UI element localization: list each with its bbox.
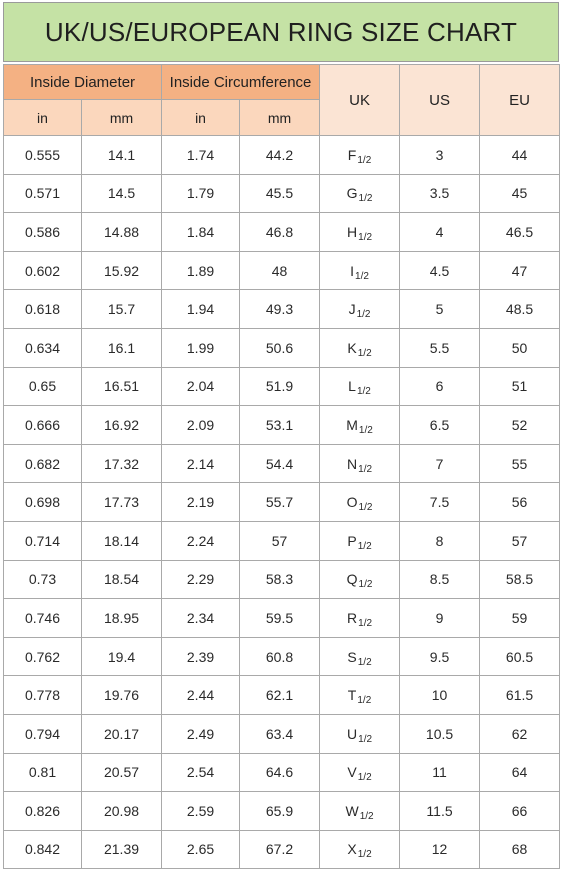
table-row [4, 406, 560, 445]
cell-circumference-in: 2.44 [162, 676, 240, 715]
cell-us: 11 [400, 753, 480, 792]
cell-diameter-mm: 20.98 [82, 792, 162, 831]
cell-diameter-in: 0.618 [4, 290, 82, 329]
cell-diameter-in: 0.698 [4, 483, 82, 522]
cell-us: 3 [400, 136, 480, 175]
cell-circumference-mm: 55.7 [240, 483, 320, 522]
table-row [4, 136, 560, 175]
cell-uk [320, 328, 400, 367]
uk-size-letter: W [345, 802, 359, 819]
cell-circumference-mm: 48 [240, 251, 320, 290]
table-row [4, 521, 560, 560]
cell-eu: 45 [480, 174, 560, 213]
table-row [4, 444, 560, 483]
cell-circumference-in: 1.89 [162, 251, 240, 290]
table-row [4, 213, 560, 252]
cell-eu: 68 [480, 830, 560, 869]
cell-circumference-in: 2.59 [162, 792, 240, 831]
cell-us: 12 [400, 830, 480, 869]
cell-diameter-in: 0.65 [4, 367, 82, 406]
cell-circumference-mm: 46.8 [240, 213, 320, 252]
cell-eu: 55 [480, 444, 560, 483]
header-eu: EU [480, 65, 560, 136]
cell-diameter-mm: 20.17 [82, 714, 162, 753]
table-row [4, 367, 560, 406]
table-row [4, 328, 560, 367]
table-row [4, 676, 560, 715]
cell-diameter-mm: 17.32 [82, 444, 162, 483]
cell-diameter-mm: 17.73 [82, 483, 162, 522]
header-diameter-in: in [4, 100, 82, 136]
cell-diameter-mm: 16.51 [82, 367, 162, 406]
cell-us: 8 [400, 521, 480, 560]
cell-diameter-in: 0.842 [4, 830, 82, 869]
uk-size-half: 1/2 [358, 193, 373, 205]
cell-uk [320, 637, 400, 676]
uk-size-half: 1/2 [357, 154, 372, 166]
cell-circumference-in: 2.09 [162, 406, 240, 445]
header-diameter-mm: mm [82, 100, 162, 136]
table-row [4, 753, 560, 792]
cell-uk [320, 290, 400, 329]
cell-us: 4.5 [400, 251, 480, 290]
uk-size-letter: H [347, 223, 358, 240]
uk-size-half: 1/2 [356, 386, 371, 398]
uk-size-half: 1/2 [358, 617, 373, 629]
cell-diameter-in: 0.634 [4, 328, 82, 367]
cell-diameter-in: 0.555 [4, 136, 82, 175]
cell-us: 7 [400, 444, 480, 483]
cell-eu: 61.5 [480, 676, 560, 715]
cell-circumference-mm: 50.6 [240, 328, 320, 367]
cell-us: 3.5 [400, 174, 480, 213]
header-inside-diameter: Inside Diameter [4, 65, 162, 100]
cell-diameter-mm: 20.57 [82, 753, 162, 792]
cell-diameter-in: 0.682 [4, 444, 82, 483]
cell-us: 6.5 [400, 406, 480, 445]
table-row [4, 637, 560, 676]
cell-diameter-in: 0.571 [4, 174, 82, 213]
cell-diameter-in: 0.778 [4, 676, 82, 715]
cell-uk [320, 714, 400, 753]
uk-size-half: 1/2 [358, 424, 373, 436]
cell-diameter-mm: 14.1 [82, 136, 162, 175]
cell-uk [320, 251, 400, 290]
uk-size-letter: N [347, 455, 358, 472]
uk-size-half: 1/2 [357, 656, 372, 668]
cell-circumference-mm: 67.2 [240, 830, 320, 869]
cell-circumference-in: 1.79 [162, 174, 240, 213]
cell-eu: 57 [480, 521, 560, 560]
cell-uk [320, 444, 400, 483]
cell-diameter-in: 0.586 [4, 213, 82, 252]
cell-circumference-in: 2.24 [162, 521, 240, 560]
cell-eu: 58.5 [480, 560, 560, 599]
cell-diameter-in: 0.73 [4, 560, 82, 599]
cell-uk [320, 560, 400, 599]
cell-diameter-in: 0.666 [4, 406, 82, 445]
table-row [4, 251, 560, 290]
uk-size-letter: X [347, 841, 357, 858]
cell-eu: 60.5 [480, 637, 560, 676]
cell-eu: 64 [480, 753, 560, 792]
cell-diameter-mm: 19.4 [82, 637, 162, 676]
cell-diameter-mm: 15.7 [82, 290, 162, 329]
cell-us: 10.5 [400, 714, 480, 753]
cell-circumference-in: 1.74 [162, 136, 240, 175]
cell-uk [320, 753, 400, 792]
cell-circumference-mm: 54.4 [240, 444, 320, 483]
cell-diameter-mm: 19.76 [82, 676, 162, 715]
cell-diameter-in: 0.826 [4, 792, 82, 831]
cell-circumference-in: 1.99 [162, 328, 240, 367]
cell-us: 7.5 [400, 483, 480, 522]
cell-uk [320, 521, 400, 560]
cell-circumference-mm: 57 [240, 521, 320, 560]
cell-uk [320, 136, 400, 175]
cell-circumference-in: 2.54 [162, 753, 240, 792]
cell-circumference-in: 1.84 [162, 213, 240, 252]
cell-uk [320, 406, 400, 445]
uk-size-letter: I [350, 262, 355, 279]
uk-size-half: 1/2 [356, 309, 371, 321]
table-row [4, 830, 560, 869]
cell-us: 4 [400, 213, 480, 252]
cell-diameter-mm: 15.92 [82, 251, 162, 290]
cell-circumference-in: 2.19 [162, 483, 240, 522]
cell-circumference-in: 2.29 [162, 560, 240, 599]
cell-uk [320, 676, 400, 715]
uk-size-half: 1/2 [357, 772, 372, 784]
cell-us: 6 [400, 367, 480, 406]
uk-size-letter: L [348, 378, 356, 395]
cell-diameter-mm: 14.88 [82, 213, 162, 252]
cell-uk [320, 599, 400, 638]
cell-diameter-mm: 18.14 [82, 521, 162, 560]
cell-uk [320, 213, 400, 252]
cell-circumference-mm: 45.5 [240, 174, 320, 213]
cell-circumference-in: 2.39 [162, 637, 240, 676]
uk-size-half: 1/2 [357, 695, 372, 707]
header-uk: UK [320, 65, 400, 136]
cell-circumference-mm: 58.3 [240, 560, 320, 599]
table-header [4, 65, 560, 136]
cell-circumference-mm: 64.6 [240, 753, 320, 792]
uk-size-letter: U [347, 725, 358, 742]
cell-diameter-mm: 14.5 [82, 174, 162, 213]
header-inside-circumference: Inside Circumference [162, 65, 320, 100]
cell-circumference-in: 2.49 [162, 714, 240, 753]
uk-size-half: 1/2 [357, 540, 372, 552]
uk-size-half: 1/2 [358, 502, 373, 514]
cell-diameter-in: 0.714 [4, 521, 82, 560]
cell-circumference-in: 2.65 [162, 830, 240, 869]
uk-size-half: 1/2 [355, 270, 369, 282]
cell-diameter-mm: 21.39 [82, 830, 162, 869]
cell-diameter-mm: 18.95 [82, 599, 162, 638]
uk-size-letter: R [347, 609, 358, 626]
cell-eu: 46.5 [480, 213, 560, 252]
cell-eu: 50 [480, 328, 560, 367]
uk-size-letter: F [347, 146, 357, 163]
cell-uk [320, 830, 400, 869]
uk-size-half: 1/2 [358, 463, 373, 475]
cell-uk [320, 367, 400, 406]
cell-circumference-mm: 49.3 [240, 290, 320, 329]
cell-eu: 56 [480, 483, 560, 522]
uk-size-letter: M [346, 416, 358, 433]
header-us: US [400, 65, 480, 136]
cell-diameter-mm: 16.92 [82, 406, 162, 445]
uk-size-letter: G [346, 185, 358, 202]
uk-size-letter: P [347, 532, 357, 549]
cell-eu: 51 [480, 367, 560, 406]
uk-size-half: 1/2 [357, 849, 372, 861]
cell-eu: 47 [480, 251, 560, 290]
cell-us: 8.5 [400, 560, 480, 599]
table-row [4, 599, 560, 638]
cell-us: 5.5 [400, 328, 480, 367]
cell-circumference-in: 2.14 [162, 444, 240, 483]
cell-circumference-mm: 65.9 [240, 792, 320, 831]
cell-circumference-mm: 44.2 [240, 136, 320, 175]
cell-diameter-in: 0.794 [4, 714, 82, 753]
cell-us: 5 [400, 290, 480, 329]
uk-size-letter: K [347, 339, 357, 356]
uk-size-half: 1/2 [357, 347, 372, 359]
cell-uk [320, 174, 400, 213]
cell-us: 10 [400, 676, 480, 715]
table-row [4, 174, 560, 213]
cell-us: 11.5 [400, 792, 480, 831]
cell-diameter-in: 0.762 [4, 637, 82, 676]
uk-size-half: 1/2 [358, 579, 373, 591]
cell-circumference-in: 2.34 [162, 599, 240, 638]
cell-diameter-mm: 16.1 [82, 328, 162, 367]
cell-circumference-mm: 51.9 [240, 367, 320, 406]
chart-title: UK/US/EUROPEAN RING SIZE CHART [3, 2, 559, 62]
uk-size-letter: Q [346, 571, 358, 588]
cell-circumference-mm: 59.5 [240, 599, 320, 638]
cell-diameter-in: 0.81 [4, 753, 82, 792]
cell-eu: 59 [480, 599, 560, 638]
cell-circumference-mm: 63.4 [240, 714, 320, 753]
cell-uk [320, 483, 400, 522]
table-row [4, 792, 560, 831]
cell-uk [320, 792, 400, 831]
cell-circumference-in: 2.04 [162, 367, 240, 406]
uk-size-letter: J [348, 301, 356, 318]
table-body [4, 136, 560, 869]
cell-us: 9.5 [400, 637, 480, 676]
header-circumference-in: in [162, 100, 240, 136]
uk-size-letter: T [347, 687, 357, 704]
cell-circumference-mm: 60.8 [240, 637, 320, 676]
table-row [4, 560, 560, 599]
uk-size-letter: S [347, 648, 357, 665]
cell-diameter-in: 0.602 [4, 251, 82, 290]
uk-size-half: 1/2 [359, 810, 374, 822]
header-circumference-mm: mm [240, 100, 320, 136]
cell-eu: 62 [480, 714, 560, 753]
ring-size-chart [3, 2, 559, 869]
ring-size-table [3, 64, 560, 869]
table-row [4, 714, 560, 753]
table-row [4, 483, 560, 522]
cell-circumference-in: 1.94 [162, 290, 240, 329]
cell-diameter-in: 0.746 [4, 599, 82, 638]
table-row [4, 290, 560, 329]
cell-circumference-mm: 53.1 [240, 406, 320, 445]
cell-eu: 66 [480, 792, 560, 831]
uk-size-half: 1/2 [358, 733, 373, 745]
cell-eu: 52 [480, 406, 560, 445]
cell-eu: 44 [480, 136, 560, 175]
cell-us: 9 [400, 599, 480, 638]
cell-eu: 48.5 [480, 290, 560, 329]
uk-size-letter: O [346, 494, 358, 511]
uk-size-half: 1/2 [358, 231, 373, 243]
cell-diameter-mm: 18.54 [82, 560, 162, 599]
uk-size-letter: V [347, 764, 357, 781]
cell-circumference-mm: 62.1 [240, 676, 320, 715]
